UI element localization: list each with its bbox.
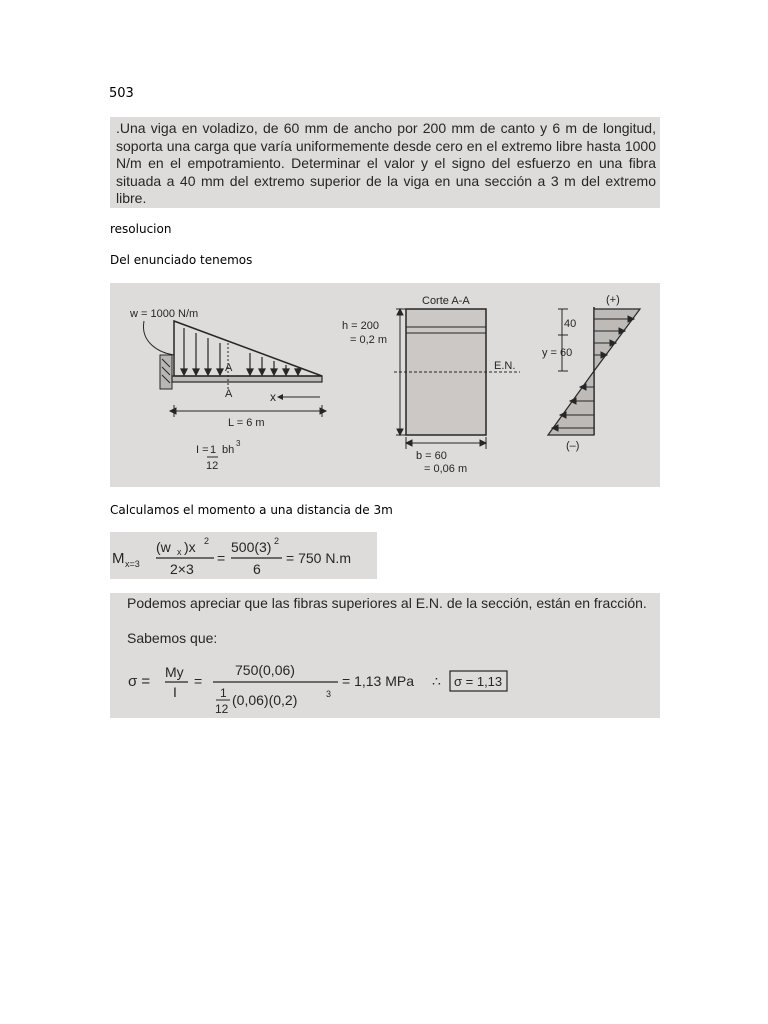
section-label-bottom: A: [225, 388, 233, 400]
b-dimension: [406, 437, 486, 449]
moment-equation-scan: [110, 532, 377, 579]
load-arrows: [181, 328, 301, 375]
inertia-num: 1: [210, 444, 217, 456]
f1-den: 2×3: [170, 561, 194, 577]
sigma-num: 750(0,06): [235, 662, 295, 678]
stress-triangle-bottom: [548, 371, 594, 435]
f2-num: 500(3): [231, 539, 272, 555]
den-exp: 3: [326, 689, 332, 699]
f1-num-rest: )x: [184, 539, 196, 555]
stress-line-1: Podemos apreciar que las fibras superiores al E.N. de la sección, están en fracción.: [127, 595, 647, 611]
den-frac-num: 1: [220, 686, 227, 700]
stress-equation: [110, 593, 660, 718]
section-label-top: A: [225, 362, 233, 374]
therefore-symbol: ∴: [432, 673, 441, 689]
section-title: Corte A-A: [422, 295, 470, 307]
dim-y: y = 60: [542, 347, 573, 359]
momento-label: Calculamos el momento a una distancia de 3m: [110, 503, 393, 517]
f1-num: (w: [156, 539, 171, 555]
beam-figure: [110, 283, 660, 487]
load-leader: [143, 321, 174, 355]
moment-M: M: [112, 550, 125, 567]
stress-result: = 1,13 MPa: [342, 673, 414, 689]
problem-statement-scan: [110, 117, 660, 208]
length-dimension: [170, 405, 326, 417]
page-number: 503: [109, 86, 134, 101]
x-label: x: [270, 390, 276, 404]
f2-den: 6: [253, 561, 261, 577]
h-label-2: = 0,2 m: [350, 334, 387, 346]
moment-equation: [110, 532, 377, 579]
b-label-1: b = 60: [416, 450, 447, 462]
neutral-axis-label: E.N.: [494, 360, 516, 372]
enunciado-label: Del enunciado tenemos: [110, 253, 253, 267]
fixed-support: [160, 355, 172, 389]
moment-sub: x=3: [125, 559, 140, 569]
plus-sign: (+): [606, 294, 620, 306]
inertia-exp: 3: [236, 439, 241, 448]
moment-result: = 750 N.m: [286, 550, 351, 566]
inertia-den: 12: [206, 460, 219, 472]
equals-2: =: [194, 673, 203, 689]
problem-text: .Una viga en voladizo, de 60 mm de ancho por 200 mm de canto y 6 m de longitud, soporta una carga que varía uniformemente desde cero en el extremo libre hasta 1000 N/m en el empotramiento. Determinar el valor y el signo del esfuerzo en una fibra situada a 40 mm del extremo superior de la viga en una sección a 3 m del extremo libre.: [116, 120, 656, 206]
f1-num-sub: x: [177, 547, 182, 557]
stress-calculation-scan: [110, 593, 660, 718]
h-label-1: h = 200: [342, 320, 380, 332]
b-label-2: = 0,06 m: [424, 463, 468, 475]
den-rest: (0,06)(0,2): [232, 692, 298, 708]
stress-line-2: Sabemos que:: [127, 630, 218, 646]
f2-exp: 2: [274, 536, 280, 546]
dim-40: 40: [564, 318, 577, 330]
inertia-bh: bh: [222, 444, 235, 456]
sigma-I: I: [173, 684, 177, 700]
resolucion-label: resolucion: [110, 222, 172, 236]
f1-exp: 2: [204, 536, 210, 546]
beam-figure-scan: [110, 283, 660, 487]
inertia-i: I =: [196, 444, 209, 456]
load-label: w = 1000 N/m: [130, 308, 199, 320]
boxed-result: σ = 1,13: [454, 674, 503, 689]
equals-1: =: [217, 550, 226, 566]
minus-sign: (–): [566, 440, 580, 452]
sigma-eq: σ =: [128, 673, 151, 690]
sigma-My: My: [165, 664, 184, 680]
length-label: L = 6 m: [228, 417, 265, 429]
den-frac-den: 12: [215, 702, 229, 716]
beam: [172, 376, 322, 382]
